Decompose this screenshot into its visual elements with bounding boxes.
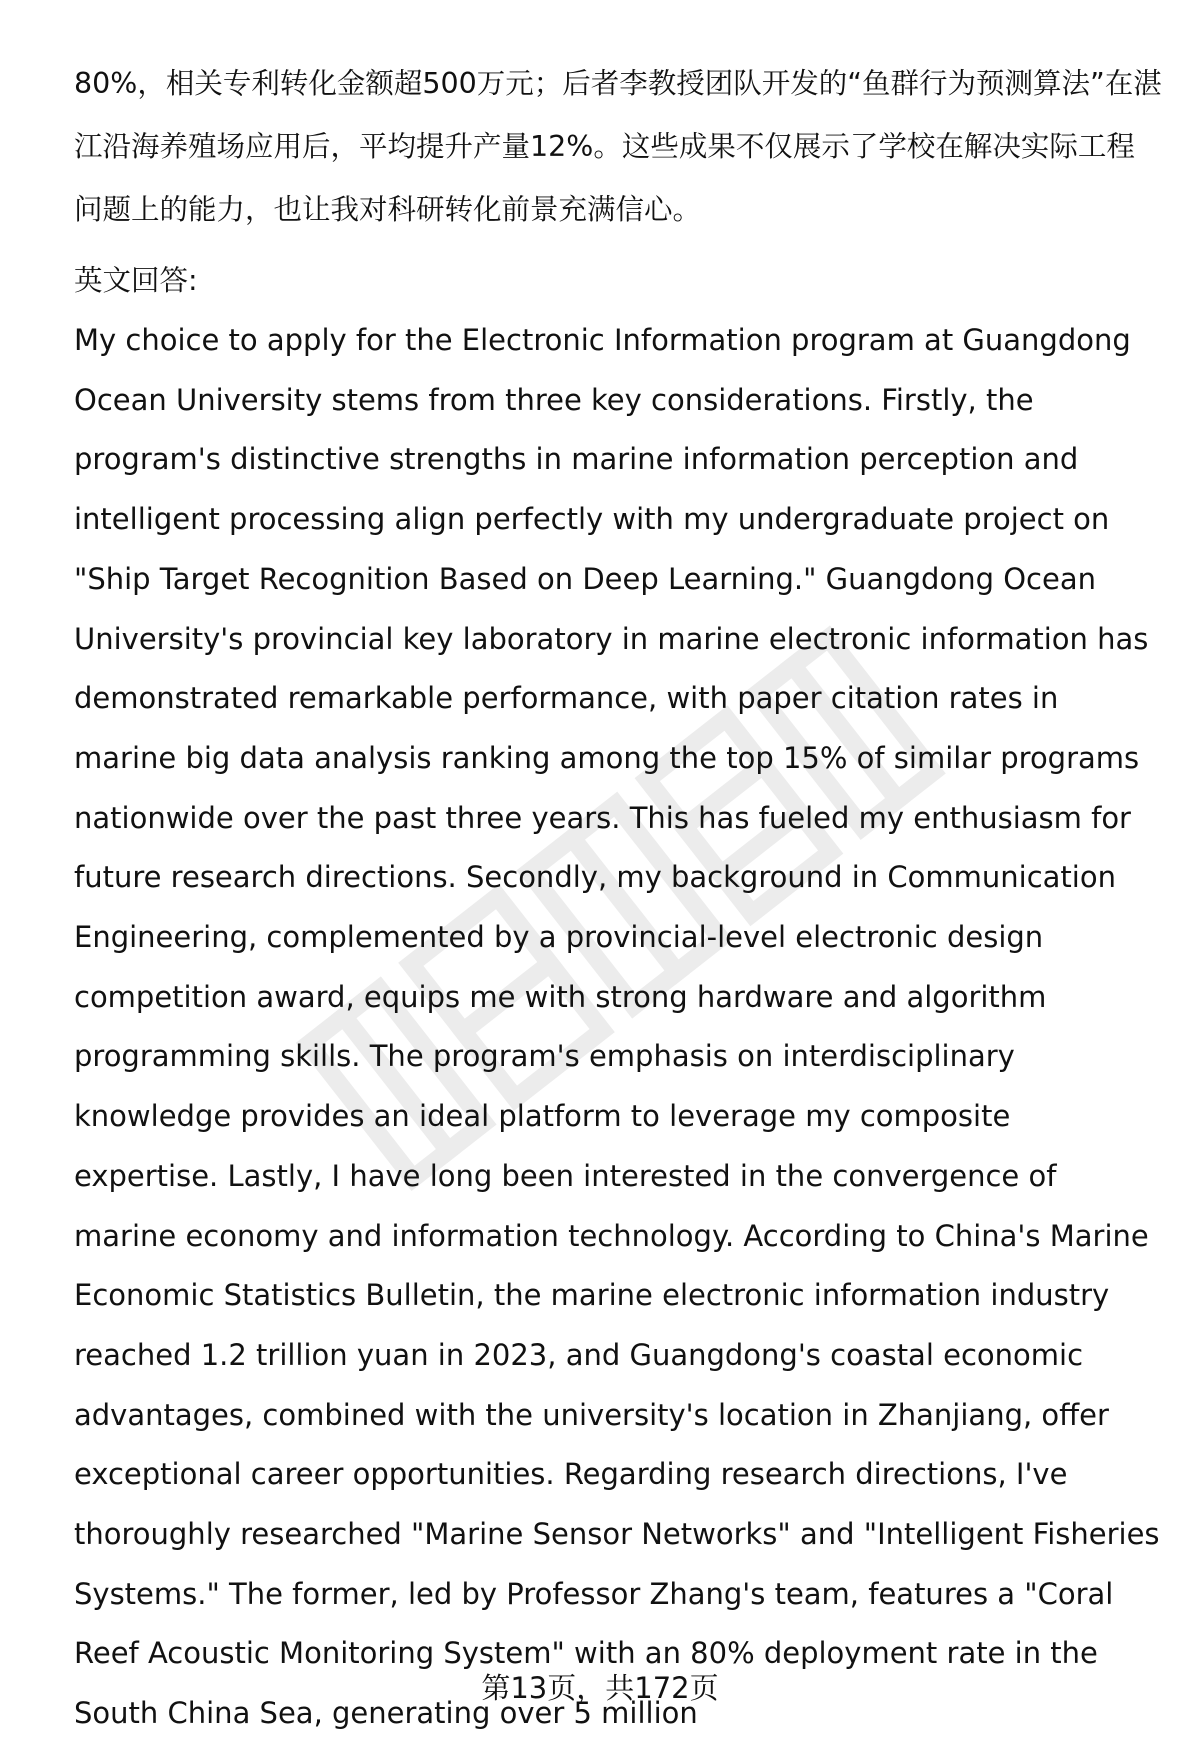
english-answer-paragraph: My choice to apply for the Electronic Information program at Guangdong Ocean University stems from three key considerations. Firstly, the program's distinctive strengths in marine information perception and intelligent processing align perfectly with my undergraduate project on "Ship Target Recognition Based on Deep Learning." Guangdong Ocean University's provincial key laboratory in marine electronic information has demonstrated remarkable performance, with paper citation rates in marine big data analysis ranking among the top 15% of similar programs nationwide over the past three years. This has fueled my enthusiasm for future research directions. Secondly, my background in Communication Engineering, complemented by a provincial-level electronic design competition award, equips me with strong hardware and algorithm programming skills. The program's emphasis on interdisciplinary knowledge provides an ideal platform to leverage my composite expertise. Lastly, I have long been interested in the convergence of marine economy and information technology. According to China's Marine Economic Statistics Bulletin, the marine electronic information industry reached 1.2 trillion yuan in 2023, and Guangdong's coastal economic advantages, combined with the university's location in Zhanjiang, offer exceptional career opportunities. Regarding research directions, I've thoroughly researched "Marine Sensor Networks" and "Intelligent Fisheries Systems." The former, led by Professor Zhang's team, features a "Coral Reef Acoustic Monitoring System" with an 80% deployment rate in the South China Sea, generating over 5 million (74, 323, 1160, 1731)
chinese-paragraph: 80%，相关专利转化金额超500万元；后者李教授团队开发的“鱼群行为预测算法”在湛江沿海养殖场应用后，平均提升产量12%。这些成果不仅展示了学校在解决实际工程问题上的能力，也让我对科研转化前景充满信心。 (74, 67, 1162, 226)
document-body (74, 52, 1162, 1744)
english-answer-heading: 英文回答: (74, 264, 198, 297)
page-number-footer: 第13页，共172页 (481, 1671, 719, 1705)
